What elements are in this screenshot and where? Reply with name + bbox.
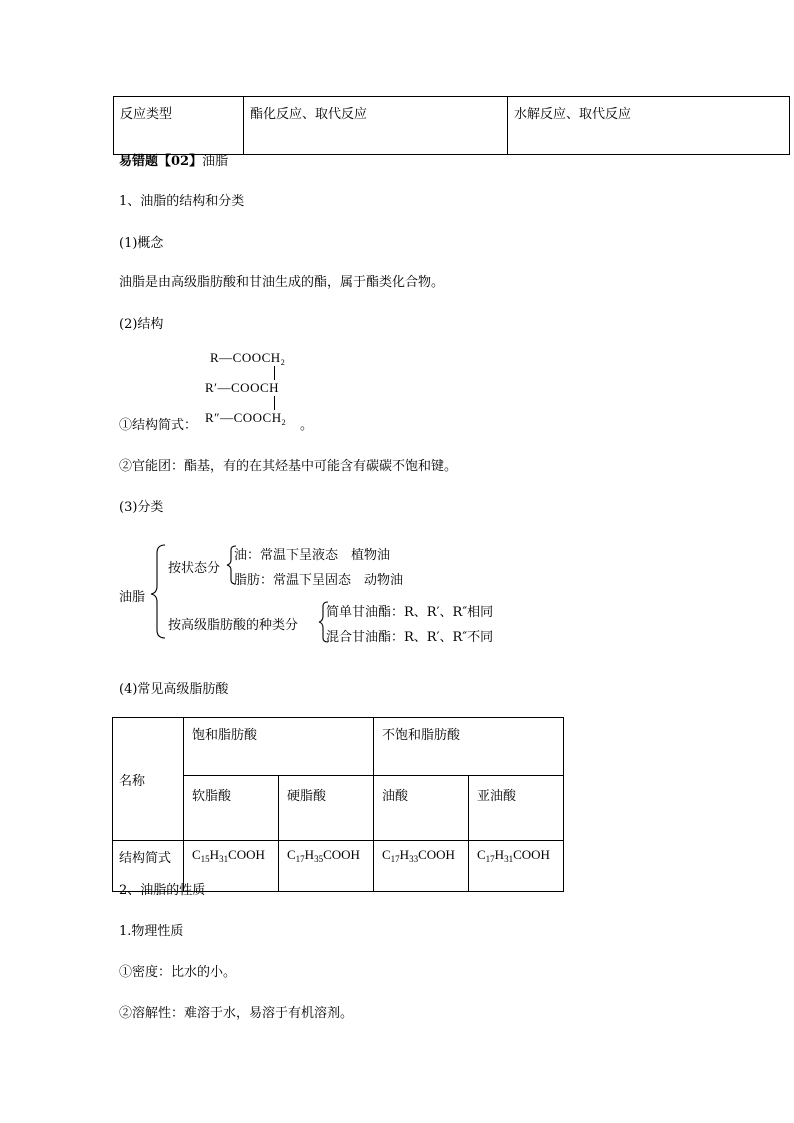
reaction-type-label: 反应类型 <box>114 97 244 155</box>
item-struct-end: 。 <box>300 418 314 433</box>
density-text: ①密度：比水的小。 <box>119 965 237 980</box>
section-2-title: 2、油脂的性质 <box>119 883 206 898</box>
class-mixed-glyceride: 混合甘油酯：R、R′、R″不同 <box>326 630 494 645</box>
acid-name-stearic: 硬脂酸 <box>279 776 374 841</box>
formula-row-2: R′—COOCH <box>205 380 280 395</box>
physical-title: 1.物理性质 <box>119 924 184 939</box>
unsaturated-header: 不饱和脂肪酸 <box>374 718 564 776</box>
acid-name-header: 名称 <box>113 718 184 841</box>
acid-name-linoleic: 亚油酸 <box>469 776 564 841</box>
formula-row-3: R″—COOCH <box>205 410 282 425</box>
formula-row-1: R—COOCH <box>210 350 281 365</box>
acids-title: (4)常见高级脂肪酸 <box>119 682 229 697</box>
classification-root: 油脂 <box>119 590 146 605</box>
acid-name-palmitic: 软脂酸 <box>184 776 279 841</box>
class-by-state: 按状态分 <box>168 561 221 576</box>
concept-text: 油脂是由高级脂肪酸和甘油生成的酯，属于酯类化合物。 <box>119 275 445 290</box>
reaction-type-esterification: 酯化反应、取代反应 <box>244 97 508 155</box>
saturated-header: 饱和脂肪酸 <box>184 718 374 776</box>
acid-name-oleic: 油酸 <box>374 776 469 841</box>
classify-title: (3)分类 <box>119 500 164 515</box>
section-1-title: 1、油脂的结构和分类 <box>119 194 245 209</box>
formula-linoleic: $C_{17}H_{31}COOH$ <box>469 841 564 892</box>
solubility-text: ②溶解性：难溶于水，易溶于有机溶剂。 <box>119 1006 354 1021</box>
class-by-acid: 按高级脂肪酸的种类分 <box>168 618 299 633</box>
formula-header: 结构简式 <box>113 841 184 892</box>
reaction-type-hydrolysis: 水解反应、取代反应 <box>508 97 790 155</box>
formula-oleic: $C_{17}H_{33}COOH$ <box>374 841 469 892</box>
formula-palmitic: $C_{15}H_{31}COOH$ <box>184 841 279 892</box>
item-struct-label: ①结构简式： <box>119 418 198 433</box>
class-simple-glyceride: 简单甘油酯：R、R′、R″相同 <box>326 605 494 620</box>
concept-title: (1)概念 <box>119 236 164 251</box>
heading-label: 易错题【02】 <box>119 154 203 169</box>
item-functional-group: ②官能团：酯基，有的在其烃基中可能含有碳碳不饱和键。 <box>119 459 458 474</box>
class-oil: 油：常温下呈液态 植物油 <box>234 548 391 563</box>
structure-title: (2)结构 <box>119 317 164 332</box>
fatty-acid-table <box>112 717 564 892</box>
formula-stearic: $C_{17}H_{35}COOH$ <box>279 841 374 892</box>
class-fat: 脂肪：常温下呈固态 动物油 <box>234 573 404 588</box>
heading-topic: 油脂 <box>202 154 229 169</box>
triglyceride-formula: $R—COOCH_2$ R′—COOCH $R''—COOCH_2$ <box>205 350 287 427</box>
